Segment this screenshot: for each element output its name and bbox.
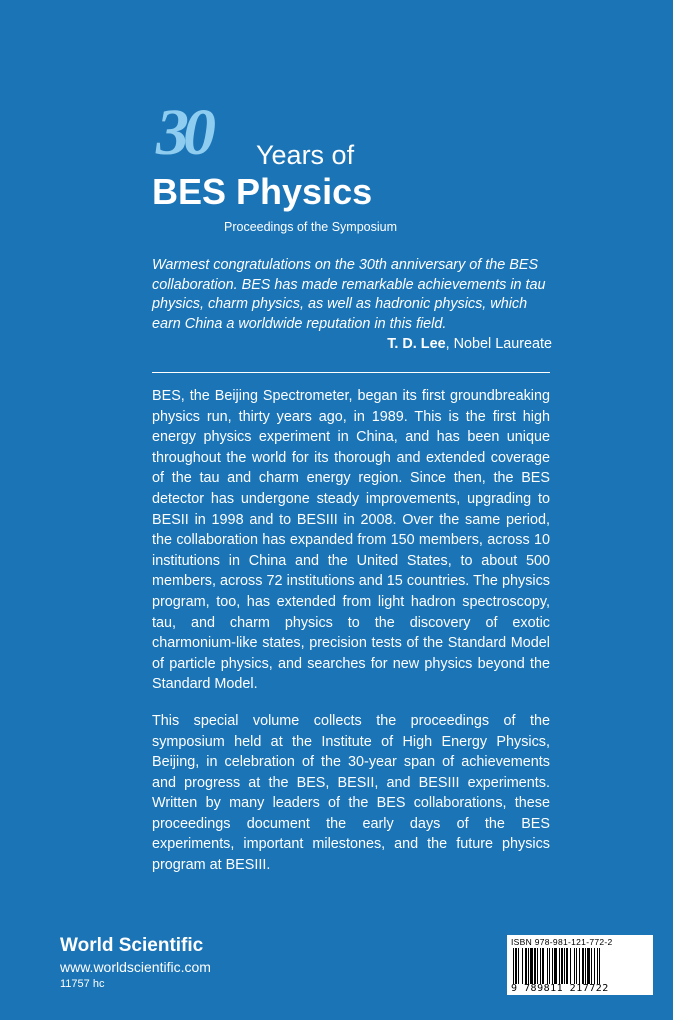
title-block [150,96,410,240]
book-subtitle: Proceedings of the Symposium [224,220,398,234]
quote-author-role: , Nobel Laureate [445,336,552,352]
description-paragraph-2: This special volume collects the proceedings of the symposium held at the Institute of High Energy Physics, Beijing, in celebration of the 30-year span of achievements and progress at the BES, BESII, and BESIII experiments. Written by many leaders of the BES collaborations, these proceedings document the early days of the BES experiments, important milestones, and the future physics program at BESIII. [152,712,550,874]
quote-text: Warmest congratulations on the 30th anniversary of the BES collaboration. BES has made remarkable achievements in tau physics, charm physics, as well as hadronic physics, which earn China a worldwide reputation in this field. [152,257,546,332]
title-years-of: Years of [256,140,355,170]
barcode-digits: 9 789811 217722 [511,983,609,994]
description [152,386,550,892]
catalog-number: 11757 hc [60,978,105,990]
divider [152,372,550,373]
book-title: BES Physics [152,171,373,212]
isbn-label: ISBN 978-981-121-772-2 [511,937,613,947]
endorsement-quote [152,256,552,354]
publisher-block [60,934,211,992]
quote-author: T. D. Lee [387,336,446,352]
barcode-graphic [511,948,649,984]
isbn-barcode [507,935,653,995]
description-paragraph-1: BES, the Beijing Spectrometer, began its first groundbreaking physics run, thirty years ago, in 1989. This is the first high energy physics experiment in China, and has been unique throughout the world for its thorough and extended coverage of the tau and charm energy region. Since then, the BES detector has undergone steady improvements, upgrading to BESII in 1998 and to BESIII in 2008. Over the same period, the collaboration has expanded from 150 members, across 10 institutions in China and the United States, to about 500 members, across 72 institutions and 15 countries. The physics program, too, has extended from light hadron spectroscopy, tau, and charm physics to the discovery of exotic charmonium-like states, precision tests of the Standard Model of particle physics, and searches for new physics beyond the Standard Model. [152,388,550,693]
publisher-url: www.worldscientific.com [60,959,211,975]
barcode-bars [511,948,649,984]
publisher-name: World Scientific [60,935,204,956]
title-number-30: 30 [156,96,210,169]
quote-attribution [152,335,552,354]
